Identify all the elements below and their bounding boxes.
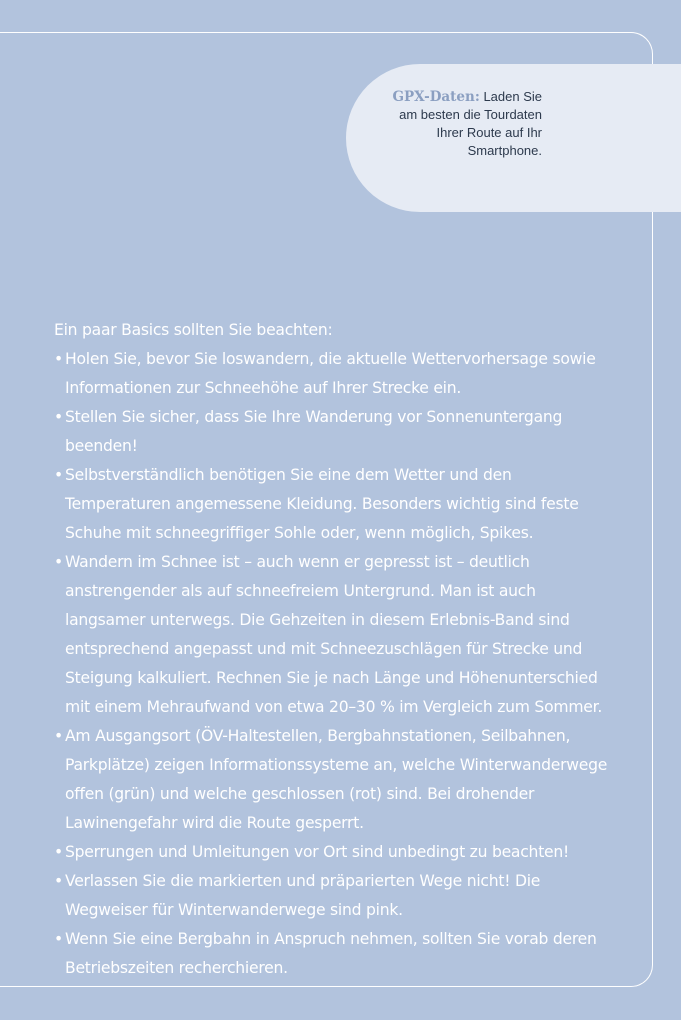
list-item: • Selbstverständlich benötigen Sie eine dem Wetter und den Temperaturen angemessene Kleidung. Besonders wichtig sind feste Schuhe mit schneegriffiger Sohle oder, wenn möglich, Spikes. — [54, 461, 619, 548]
basics-list — [54, 345, 619, 983]
gpx-label: GPX-Daten: — [392, 89, 480, 105]
list-item: • Am Ausgangsort (ÖV-Haltestellen, Bergbahnstationen, Seilbahnen, Parkplätze) zeigen Informationssysteme an, welche Winterwanderwege offen (grün) und welche geschlossen (rot) sind. Bei drohender Lawinengefahr wird die Route gesperrt. — [54, 722, 619, 838]
list-item: • Verlassen Sie die markierten und präparierten Wege nicht! Die Wegweiser für Winterwanderwege sind pink. — [54, 867, 619, 925]
list-item: • Holen Sie, bevor Sie loswandern, die aktuelle Wettervorhersage sowie Informationen zur Schneehöhe auf Ihrer Strecke ein. — [54, 345, 619, 403]
basics-section — [54, 316, 619, 983]
gpx-description: Laden Sie am besten die Tourdaten Ihrer Route auf Ihr Smartphone. — [399, 89, 542, 158]
list-item: • Wandern im Schnee ist – auch wenn er gepresst ist – deutlich anstrengender als auf schneefreiem Untergrund. Man ist auch langsamer unterwegs. Die Gehzeiten in diesem Erlebnis-Band sind entsprechend angepasst und mit Schneezuschlägen für Strecke und Steigung kalkuliert. Rechnen Sie je nach Länge und Höhenunterschied mit einem Mehraufwand von etwa 20–30 % im Vergleich zum Sommer. — [54, 548, 619, 722]
gpx-info-box — [346, 64, 681, 212]
list-item: • Sperrungen und Umleitungen vor Ort sind unbedingt zu beachten! — [54, 838, 619, 867]
list-item: • Wenn Sie eine Bergbahn in Anspruch nehmen, sollten Sie vorab deren Betriebszeiten recherchieren. — [54, 925, 619, 983]
basics-intro: Ein paar Basics sollten Sie beachten: — [54, 321, 333, 339]
gpx-info-text — [376, 88, 542, 160]
list-item: • Stellen Sie sicher, dass Sie Ihre Wanderung vor Sonnenuntergang beenden! — [54, 403, 619, 461]
